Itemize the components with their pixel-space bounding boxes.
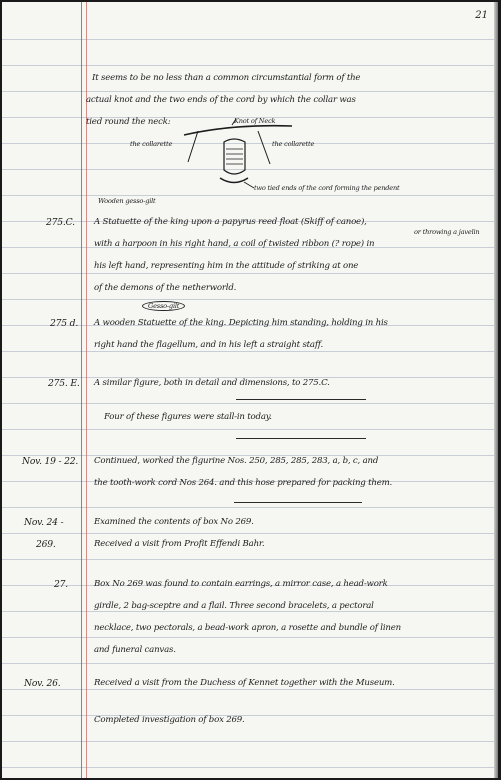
collar-knot-sketch: [2, 2, 498, 778]
nov-24-line-2: Received a visit from Profit Effendi Bahr.: [94, 539, 265, 549]
entry-27-line-1: Box No 269 was found to contain earrings, a mirror case, a head-work: [94, 579, 388, 589]
entry-275c-line-4: of the demons of the netherworld.: [94, 283, 237, 293]
entry-275e-date: 275. E.: [48, 378, 80, 389]
separator-rule: [234, 502, 362, 503]
nov-19-line-1: Continued, worked the figurine Nos. 250, 285, 285, 283, a, b, c, and: [94, 456, 379, 466]
entry-27-line-3: necklace, two pectorals, a bead-work apron, a rosette and bundle of linen: [94, 623, 401, 633]
nov-26-date: Nov. 26.: [24, 678, 61, 689]
nov-24-line-1: Examined the contents of box No 269.: [94, 517, 254, 527]
page-number: 21: [475, 10, 488, 21]
nov-24-box-number: 269.: [36, 539, 56, 550]
nov-19-line-2: the tooth-work cord Nos 264. and this hose prepared for packing them.: [94, 478, 393, 488]
entry-275c-date: 275.C.: [46, 217, 75, 228]
notebook-page: [2, 2, 498, 778]
entry-275d-line-2: right hand the flagellum, and in his left a straight staff.: [94, 340, 324, 350]
sketch-label-left: the collarette: [130, 140, 173, 148]
entry-27-line-4: and funeral canvas.: [94, 645, 176, 655]
sketch-label-bottom: two tied ends of the cord forming the pendent: [254, 184, 400, 192]
entry-275c-line-1: A Statuette of the king upon a papyrus reed float (Skiff of canoe),: [94, 217, 367, 227]
entry-275d-line-1: A wooden Statuette of the king. Depicting him standing, holding in his: [94, 318, 388, 328]
entry-275c-insert: Wooden gesso-gilt: [98, 197, 156, 205]
sketch-label-top: Knot of Neck: [234, 117, 276, 125]
entry-275c-line-2: with a harpoon in his right hand, a coil of twisted ribbon (? rope) in: [94, 239, 375, 249]
closing-line: Completed investigation of box 269.: [94, 715, 245, 725]
nov-26-line: Received a visit from the Duchess of Kennet together with the Museum.: [94, 678, 395, 688]
separator-rule: [236, 399, 366, 400]
entry-275c-note-above: or throwing a javelin: [414, 228, 480, 236]
entry-275e-line-1: A similar figure, both in detail and dimensions, to 275.C.: [94, 378, 330, 388]
entry-275c-line-3: his left hand, representing him in the attitude of striking at one: [94, 261, 359, 271]
entry-275d-insert: Gesso-gilt: [142, 301, 185, 311]
intro-line-3: tied round the neck:: [86, 117, 171, 127]
entry-27-line-2: girdle, 2 bag-sceptre and a flail. Three second bracelets, a pectoral: [94, 601, 374, 611]
separator-rule: [236, 438, 366, 439]
intro-line-1: It seems to be no less than a common circumstantial form of the: [92, 73, 361, 83]
intro-line-2: actual knot and the two ends of the cord by which the collar was: [86, 95, 356, 105]
entry-27-date: 27.: [54, 579, 69, 590]
nov-19-date: Nov. 19 - 22.: [22, 456, 79, 467]
note-four-figures: Four of these figures were stall-in today.: [104, 412, 272, 422]
entry-275d-date: 275 d.: [50, 318, 79, 329]
sketch-label-right: the collarette: [272, 140, 315, 148]
nov-24-date: Nov. 24 -: [24, 517, 64, 528]
